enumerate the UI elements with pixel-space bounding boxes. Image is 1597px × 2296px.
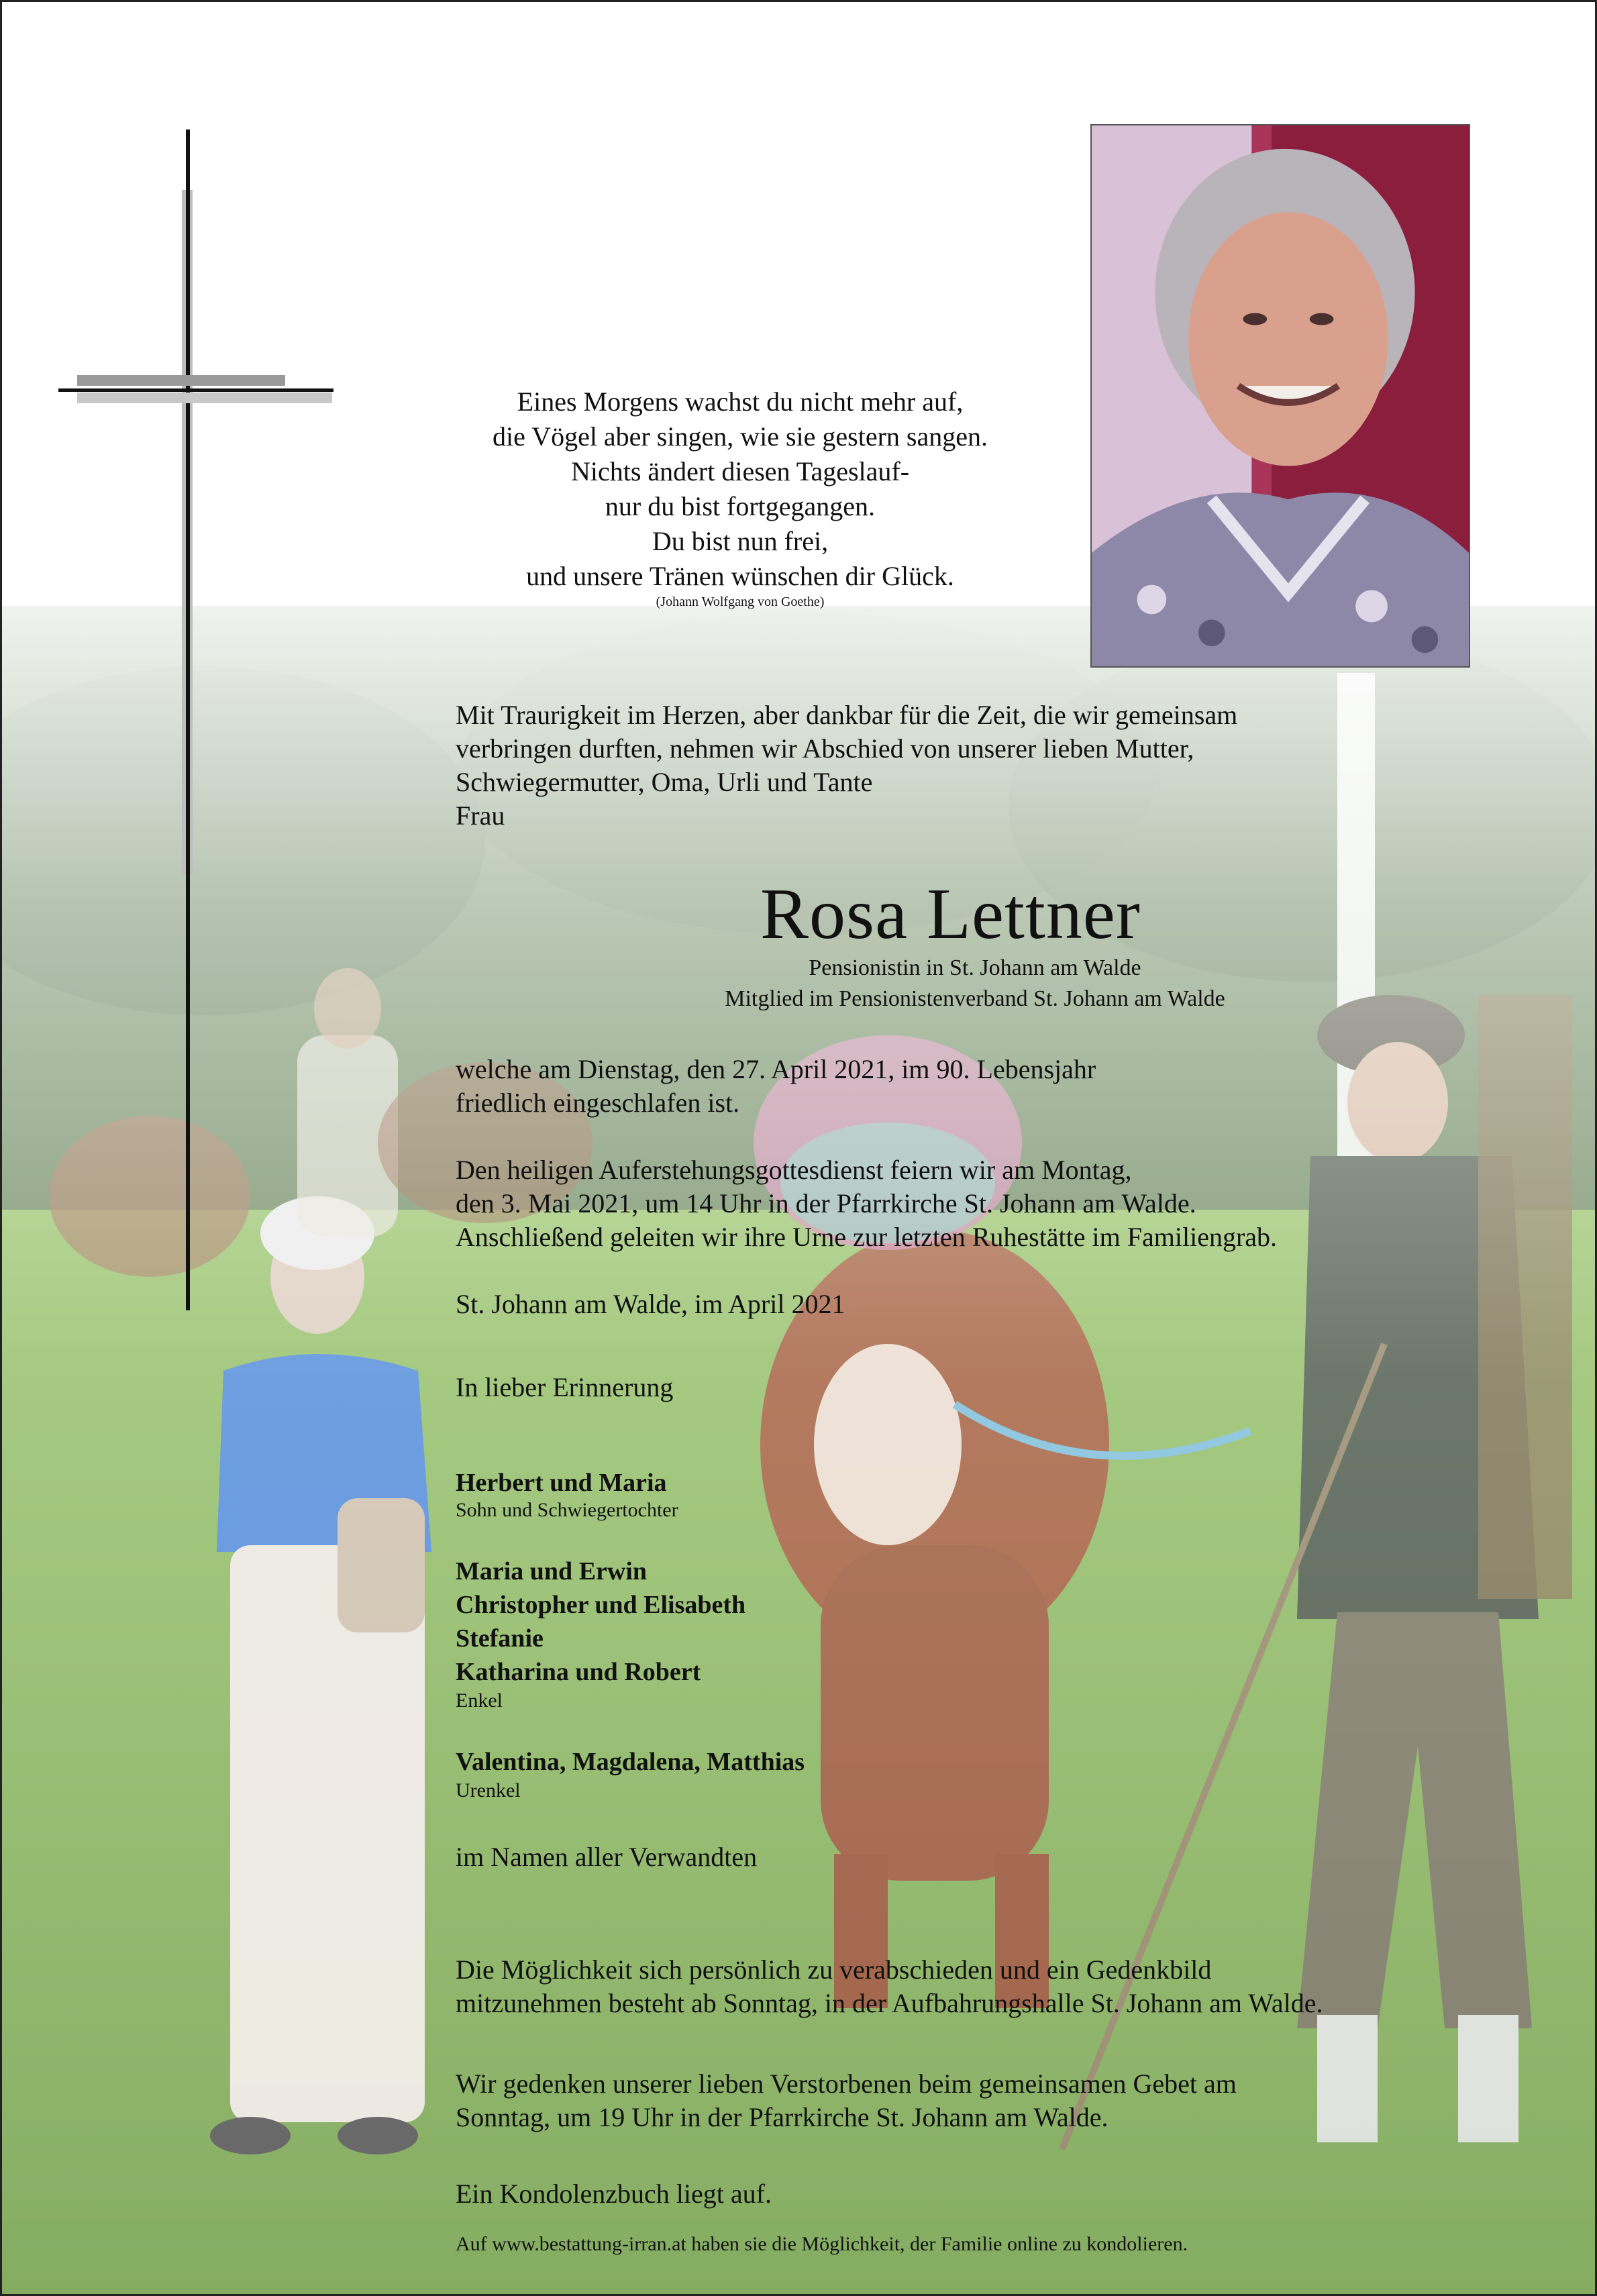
deceased-subtitle-occupation: Pensionistin in St. Johann am Walde bbox=[809, 955, 1141, 980]
death-text bbox=[456, 1053, 1462, 1120]
service-line: den 3. Mai 2021, um 14 Uhr in der Pfarrkirche St. Johann am Walde. bbox=[456, 1188, 1196, 1218]
grandchild-entry: Katharina und Robert bbox=[456, 1658, 701, 1686]
family-grandchildren bbox=[456, 1555, 745, 1713]
intro-line: verbringen durften, nehmen wir Abschied von unserer lieben Mutter, bbox=[456, 733, 1194, 764]
family-son-names: Herbert und Maria bbox=[456, 1469, 667, 1497]
service-line: Anschließend geleiten wir ihre Urne zur letzten Ruhestätte im Familiengrab. bbox=[456, 1222, 1278, 1252]
family-great-grandchildren: Valentina, Magdalena, Matthias bbox=[456, 1748, 805, 1776]
cross-icon bbox=[58, 129, 340, 1310]
poem-line: nur du bist fortgegangen. bbox=[605, 491, 876, 521]
deceased-name: Rosa Lettner bbox=[760, 874, 1141, 954]
grandchild-entry: Maria und Erwin bbox=[456, 1557, 648, 1585]
service-line: Den heiligen Auferstehungsgottesdienst feiern wir am Montag, bbox=[456, 1155, 1132, 1185]
in-memory: In lieber Erinnerung bbox=[456, 1372, 674, 1402]
intro-text bbox=[456, 698, 1422, 833]
death-line: friedlich eingeschlafen ist. bbox=[456, 1088, 740, 1118]
grandchildren-role: Enkel bbox=[456, 1689, 503, 1712]
poem-line: und unsere Tränen wünschen dir Glück. bbox=[526, 561, 954, 591]
portrait-photo bbox=[1090, 124, 1470, 668]
poem bbox=[431, 384, 1049, 610]
farewell-line: Die Möglichkeit sich persönlich zu verabschieden und ein Gedenkbild bbox=[456, 1954, 1212, 1985]
poem-source: (Johann Wolfgang von Goethe) bbox=[656, 594, 825, 609]
deceased-subtitle-membership: Mitglied im Pensionistenverband St. Johann am Walde bbox=[725, 986, 1225, 1011]
family-great-grandchildren-role: Urenkel bbox=[456, 1779, 521, 1802]
family-relatives: im Namen aller Verwandten bbox=[456, 1842, 758, 1872]
prayer-line: Wir gedenken unserer lieben Verstorbenen beim gemeinsamen Gebet am bbox=[456, 2069, 1237, 2099]
grandchild-entry: Christopher und Elisabeth bbox=[456, 1591, 746, 1619]
death-line: welche am Dienstag, den 27. April 2021, im 90. Lebensjahr bbox=[456, 1054, 1096, 1084]
poem-line: Nichts ändert diesen Tageslauf- bbox=[570, 456, 910, 486]
grandchild-entry: Stefanie bbox=[456, 1624, 544, 1653]
service-text bbox=[456, 1153, 1502, 1254]
prayer-notice bbox=[456, 2067, 1569, 2134]
poem-line: Du bist nun frei, bbox=[652, 526, 829, 556]
intro-line: Schwiegermutter, Oma, Urli und Tante bbox=[456, 767, 873, 797]
farewell-line: mitzunehmen besteht ab Sonntag, in der Aufbahrungshalle St. Johann am Walde. bbox=[456, 1988, 1323, 2018]
condolence-book-notice: Ein Kondolenzbuch liegt auf. bbox=[456, 2179, 772, 2209]
poem-line: Eines Morgens wachst du nicht mehr auf, bbox=[517, 386, 964, 417]
family-son-role: Sohn und Schwiegertochter bbox=[456, 1499, 678, 1521]
farewell-notice bbox=[456, 1953, 1569, 2020]
online-condolence-notice: Auf www.bestattung-irran.at haben sie die Möglichkeit, der Familie online zu kondolieren. bbox=[456, 2233, 1188, 2255]
place-date: St. Johann am Walde, im April 2021 bbox=[456, 1289, 845, 1319]
intro-line: Frau bbox=[456, 800, 505, 831]
intro-line: Mit Traurigkeit im Herzen, aber dankbar für die Zeit, die wir gemeinsam bbox=[456, 700, 1238, 730]
poem-line: die Vögel aber singen, wie sie gestern sangen. bbox=[493, 421, 988, 452]
prayer-line: Sonntag, um 19 Uhr in der Pfarrkirche St. Johann am Walde. bbox=[456, 2102, 1109, 2132]
